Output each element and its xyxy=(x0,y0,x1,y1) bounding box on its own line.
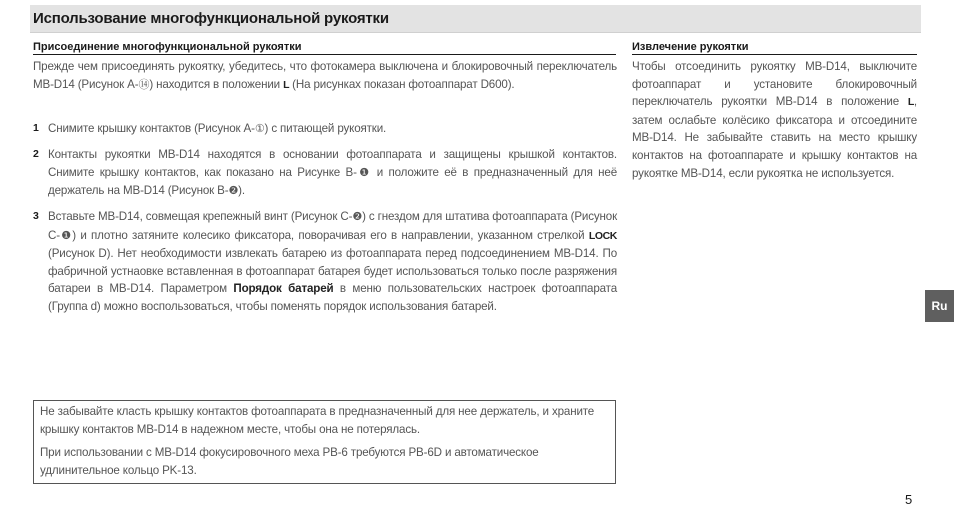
step-2-text-1: Контакты рукоятки MB-D14 находятся в основании фотоаппарата и защищены крышкой контактов. Снимите крышку контактов, как показано на Рисунке B- xyxy=(48,148,617,179)
intro-text-2: ) находится в положении xyxy=(149,77,284,91)
step-3-text-2: ) с гнездом для штатива фотоаппарата (Рисунок C- xyxy=(48,210,618,242)
remove-text-2: , затем ослабьте колёсико фиксатора и отсоедините MB-D14. Не забывайте ставить на место крышку контактов на фотоаппарате и крышку контактов на рукоятке MB-D14, если рукоятка не используется. xyxy=(632,95,917,180)
lock-position-l: L xyxy=(907,96,914,109)
figure-ref-b2: ❷ xyxy=(228,185,239,198)
step-text xyxy=(48,146,617,201)
intro-text-3: (На рисунках показан фотоаппарат D600). xyxy=(289,77,515,91)
section-heading-remove: Извлечение рукоятки xyxy=(632,41,917,55)
step-number: 2 xyxy=(33,148,39,160)
figure-ref-a14: ⑭ xyxy=(138,78,150,91)
note-box xyxy=(33,400,616,484)
step-2-text-3: ). xyxy=(238,184,245,198)
lock-position-l: L xyxy=(283,78,290,91)
figure-ref-c1: ❶ xyxy=(59,229,73,242)
section-heading-attach: Присоединение многофункциональной рукоятки xyxy=(33,41,616,55)
language-tab: Ru xyxy=(925,290,954,322)
battery-order-menu-item: Порядок батарей xyxy=(233,282,334,296)
step-3-text-3: ) и плотно затяните колесико фиксатора, поворачивая его в направлении, указанном стрелкой xyxy=(72,228,589,242)
step-1-text-1: Снимите крышку контактов (Рисунок A- xyxy=(48,122,255,135)
intro-paragraph xyxy=(33,58,617,94)
step-3-text-5: в меню пользовательских настроек фотоаппарата (Группа d) можно воспользоваться, чтобы поменять порядок использования батарей. xyxy=(48,282,618,313)
step-2 xyxy=(33,146,617,201)
lock-arrow-label: LOCK xyxy=(588,229,617,242)
step-number: 3 xyxy=(33,210,39,222)
intro-text-1: Прежде чем присоединять рукоятку, убедитесь, что фотокамера выключена и блокировочный переключатель MB-D14 (Рисунок A- xyxy=(33,60,617,91)
step-1 xyxy=(33,120,617,139)
note-paragraph-2: При использовании с MB-D14 фокусировочного меха PB-6 требуются PB-6D и автоматическое удлинительное кольцо PK-13. xyxy=(40,446,539,477)
step-1-text-2: ) с питающей рукоятки. xyxy=(264,122,387,135)
remove-text-1: Чтобы отсоединить рукоятку MB-D14, выключите фотоаппарат и установите блокировочный переключатель рукоятки MB-D14 в положение xyxy=(632,60,917,109)
page-title: Использование многофункциональной рукоятки xyxy=(33,10,389,27)
step-3-text-4: (Рисунок D). Нет необходимости извлекать батарею из фотоаппарата перед подсоединением MB-D14. По фабричной устнаовке вставленная в фотоаппарат батарея будет использоваться только после разряжения батареи в MB-D14. Параметром xyxy=(48,247,617,296)
step-text xyxy=(48,208,617,316)
step-3 xyxy=(33,208,617,316)
note-paragraph-1: Не забывайте класть крышку контактов фотоаппарата в предназначенный для нее держатель, и храните крышку контактов MB-D14 в надежном месте, чтобы она не потерялась. xyxy=(40,405,595,436)
figure-ref-a1: ① xyxy=(254,123,265,135)
step-number: 1 xyxy=(33,122,39,134)
figure-ref-c2: ❷ xyxy=(352,211,363,223)
page-number: 5 xyxy=(905,492,913,507)
figure-ref-b1: ❶ xyxy=(356,166,372,179)
step-3-text-1: Вставьте MB-D14, совмещая крепежный винт (Рисунок C- xyxy=(48,210,353,223)
step-text xyxy=(48,120,617,139)
step-2-text-2: и положите её в предназначенный для неё держатель на MB-D14 (Рисунок B- xyxy=(48,165,617,198)
page-title-bar xyxy=(30,5,921,33)
remove-paragraph xyxy=(632,58,917,182)
